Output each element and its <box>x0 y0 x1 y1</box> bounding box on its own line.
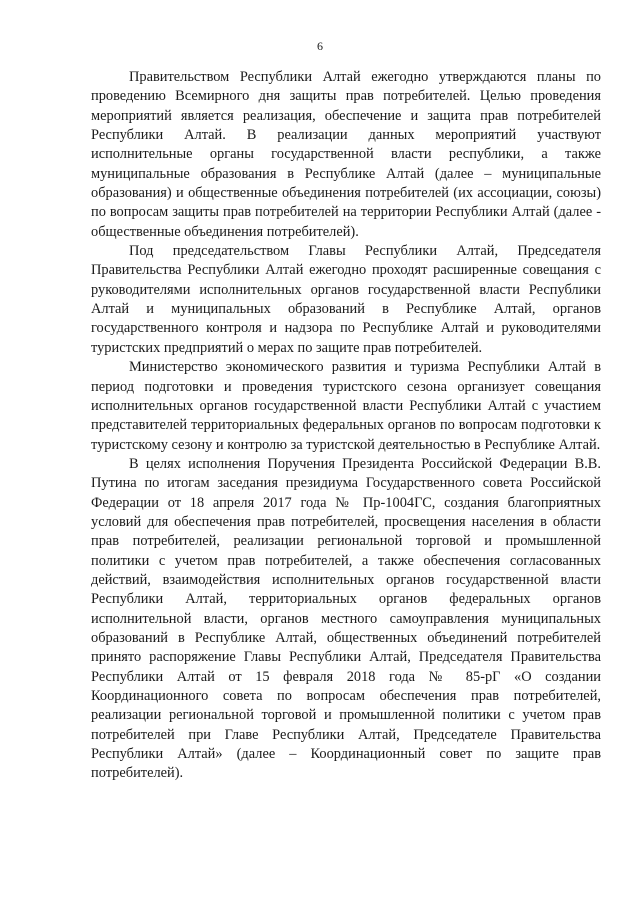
page-number: 6 <box>317 39 323 53</box>
paragraph-coordination-council: В целях исполнения Поручения Президента Российской Федерации В.В. Путина по итогам заседания президиума Государственного совета Российской Федерации от 18 апреля 2017 года № Пр-1004ГС, создания благоприятных условий для обеспечения прав потребителей, просвещения населения в области прав потребителей, реализации региональной торговой и промышленной политики с учетом прав потребителей, а также обеспечения согласованных действий, взаимодействия исполнительных органов государственной власти Республики Алтай, территориальных органов федеральных органов исполнительной власти, органов местного самоуправления муниципальных образований в Республике Алтай, общественных объединений потребителей принято распоряжение Главы Республики Алтай, Председателя Правительства Республики Алтай от 15 февраля 2018 года № 85-рГ «О создании Координационного совета по вопросам обеспечения прав потребителей, реализации региональной торговой и промышленной политики с учетом прав потребителей при Главе Республики Алтай, Председателе Правительства Республики Алтай» (далее – Координационный совет по защите прав потребителей). <box>91 455 601 782</box>
paragraph-extended-meetings: Под председательством Главы Республики Алтай, Председателя Правительства Республики Алтай ежегодно проходят расширенные совещания с руководителями исполнительных органов государственной власти Республики Алтай и муниципальных образований в Республике Алтай, органов государственного контроля и надзора по Республике Алтай и руководителями туристских предприятий о мерах по защите прав потребителей. <box>91 243 601 356</box>
paragraph-world-consumer-rights-day: Правительством Республики Алтай ежегодно утверждаются планы по проведению Всемирного дня защиты прав потребителей. Целью проведения мероприятий является реализация, обеспечение и защита прав потребителей Республики Алтай. В реализации данных мероприятий участвуют исполнительные органы государственной власти республики, а также муниципальные образования в Республике Алтай (далее – муниципальные образования) и общественные объединения потребителей (их ассоциации, союзы) по вопросам защиты прав потребителей на территории Республики Алтай (далее - общественные объединения потребителей). <box>91 69 601 240</box>
body-text <box>91 68 601 784</box>
paragraph-tourist-season-meetings: Министерство экономического развития и туризма Республики Алтай в период подготовки и проведения туристского сезона организует совещания исполнительных органов государственной власти Республики Алтай с участием представителей территориальных федеральных органов по вопросам подготовки к туристскому сезону и контролю за туристской деятельностью в Республике Алтай. <box>91 359 601 453</box>
